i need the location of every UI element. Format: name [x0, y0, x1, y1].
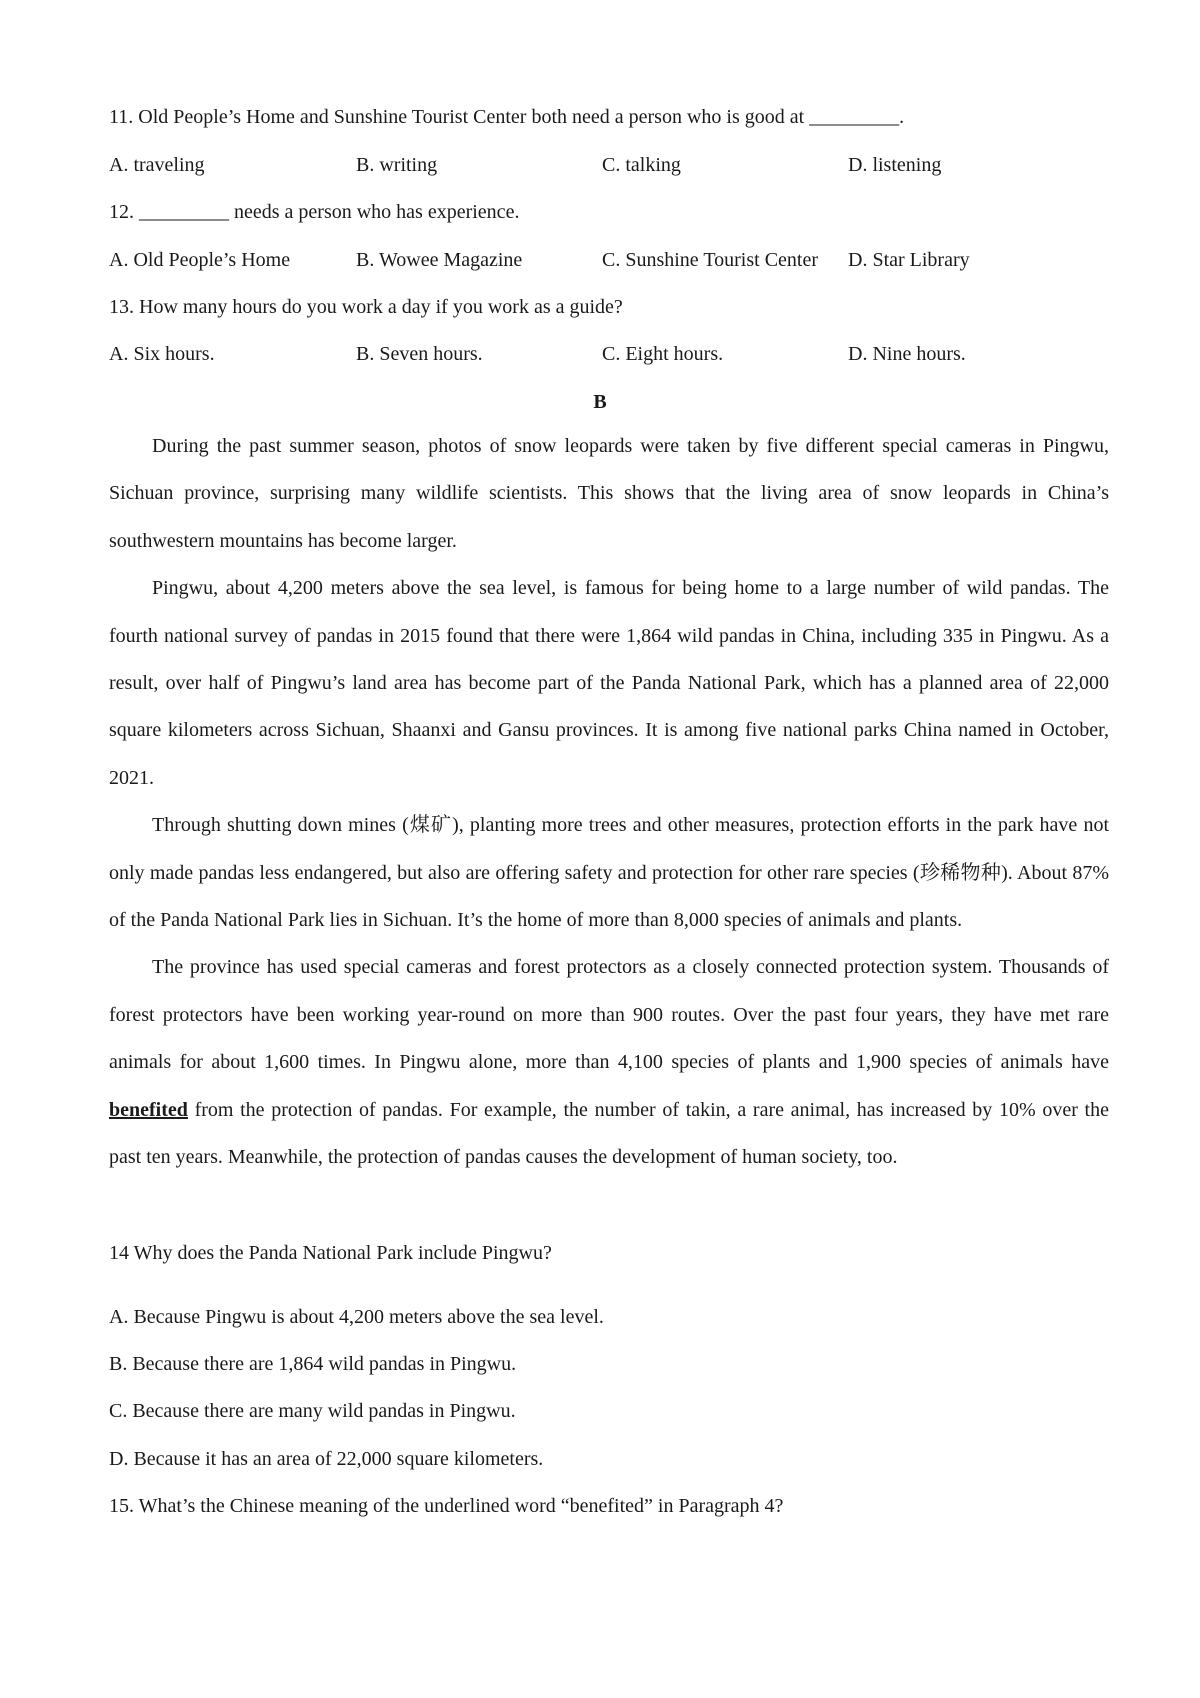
question-12-option-c: C. Sunshine Tourist Center: [602, 249, 819, 271]
question-14-stem: 14 Why does the Panda National Park include Pingwu?: [109, 1242, 552, 1264]
section-b-heading: B: [593, 391, 607, 413]
question-14-option-c: C. Because there are many wild pandas in Pingwu.: [109, 1400, 516, 1422]
question-12-stem: 12. _________ needs a person who has experience.: [109, 201, 520, 223]
question-12-option-d: D. Star Library: [848, 249, 970, 271]
passage-paragraph-1: During the past summer season, photos of snow leopards were taken by five different special cameras in Pingwu, Sichuan province, surprising many wildlife scientists. This shows that the living area of snow leopards in China’s southwestern mountains has become larger.: [109, 435, 1109, 552]
question-11-option-a: A. traveling: [109, 154, 205, 176]
question-14-option-b: B. Because there are 1,864 wild pandas in Pingwu.: [109, 1353, 517, 1375]
question-11-option-b: B. writing: [356, 154, 438, 176]
paragraph-4-text-after: from the protection of pandas. For example, the number of takin, a rare animal, has increased by 10% over the past ten years. Meanwhile, the protection of pandas causes the development of human society, too.: [109, 1098, 1109, 1169]
question-13-option-a: A. Six hours.: [109, 343, 215, 365]
question-13-option-c: C. Eight hours.: [602, 343, 724, 365]
question-11-stem: 11. Old People’s Home and Sunshine Tourist Center both need a person who is good at _________.: [109, 106, 905, 128]
question-13-options: [109, 342, 1109, 366]
question-12-option-a: A. Old People’s Home: [109, 249, 291, 271]
paragraph-4-text-before: The province has used special cameras and forest protectors as a closely connected protection system. Thousands of forest protectors have been working year-round on more than 900 routes. Over the past four years, they have met rare animals for about 1,600 times. In Pingwu alone, more than 4,100 species of plants and 1,900 species of animals have: [109, 956, 1109, 1074]
question-11-option-d: D. listening: [848, 154, 942, 176]
question-14-option-a: A. Because Pingwu is about 4,200 meters above the sea level.: [109, 1306, 604, 1328]
question-13-stem: 13. How many hours do you work a day if you work as a guide?: [109, 296, 623, 318]
question-11-options: [109, 153, 1109, 177]
question-13-option-d: D. Nine hours.: [848, 343, 966, 365]
question-13-option-b: B. Seven hours.: [356, 343, 483, 365]
passage-paragraph-3: Through shutting down mines (煤矿), planting more trees and other measures, protection efforts in the park have not only made pandas less endangered, but also are offering safety and protection for other rare species (珍稀物种). About 87% of the Panda National Park lies in Sichuan. It’s the home of more than 8,000 species of animals and plants.: [109, 814, 1109, 932]
question-12-option-b: B. Wowee Magazine: [356, 249, 523, 271]
question-14-option-d: D. Because it has an area of 22,000 square kilometers.: [109, 1448, 544, 1470]
passage: [109, 423, 1109, 1182]
underlined-word: benefited: [109, 1098, 188, 1121]
question-12-options: [109, 248, 1109, 272]
question-11-option-c: C. talking: [602, 154, 681, 176]
passage-paragraph-2: Pingwu, about 4,200 meters above the sea level, is famous for being home to a large number of wild pandas. The fourth national survey of pandas in 2015 found that there were 1,864 wild pandas in China, including 335 in Pingwu. As a result, over half of Pingwu’s land area has become part of the Panda National Park, which has a planned area of 22,000 square kilometers across Sichuan, Shaanxi and Gansu provinces. It is among five national parks China named in October, 2021.: [109, 577, 1109, 789]
question-15-stem: 15. What’s the Chinese meaning of the underlined word “benefited” in Paragraph 4?: [109, 1495, 784, 1517]
passage-paragraph-4: [109, 944, 1109, 1181]
